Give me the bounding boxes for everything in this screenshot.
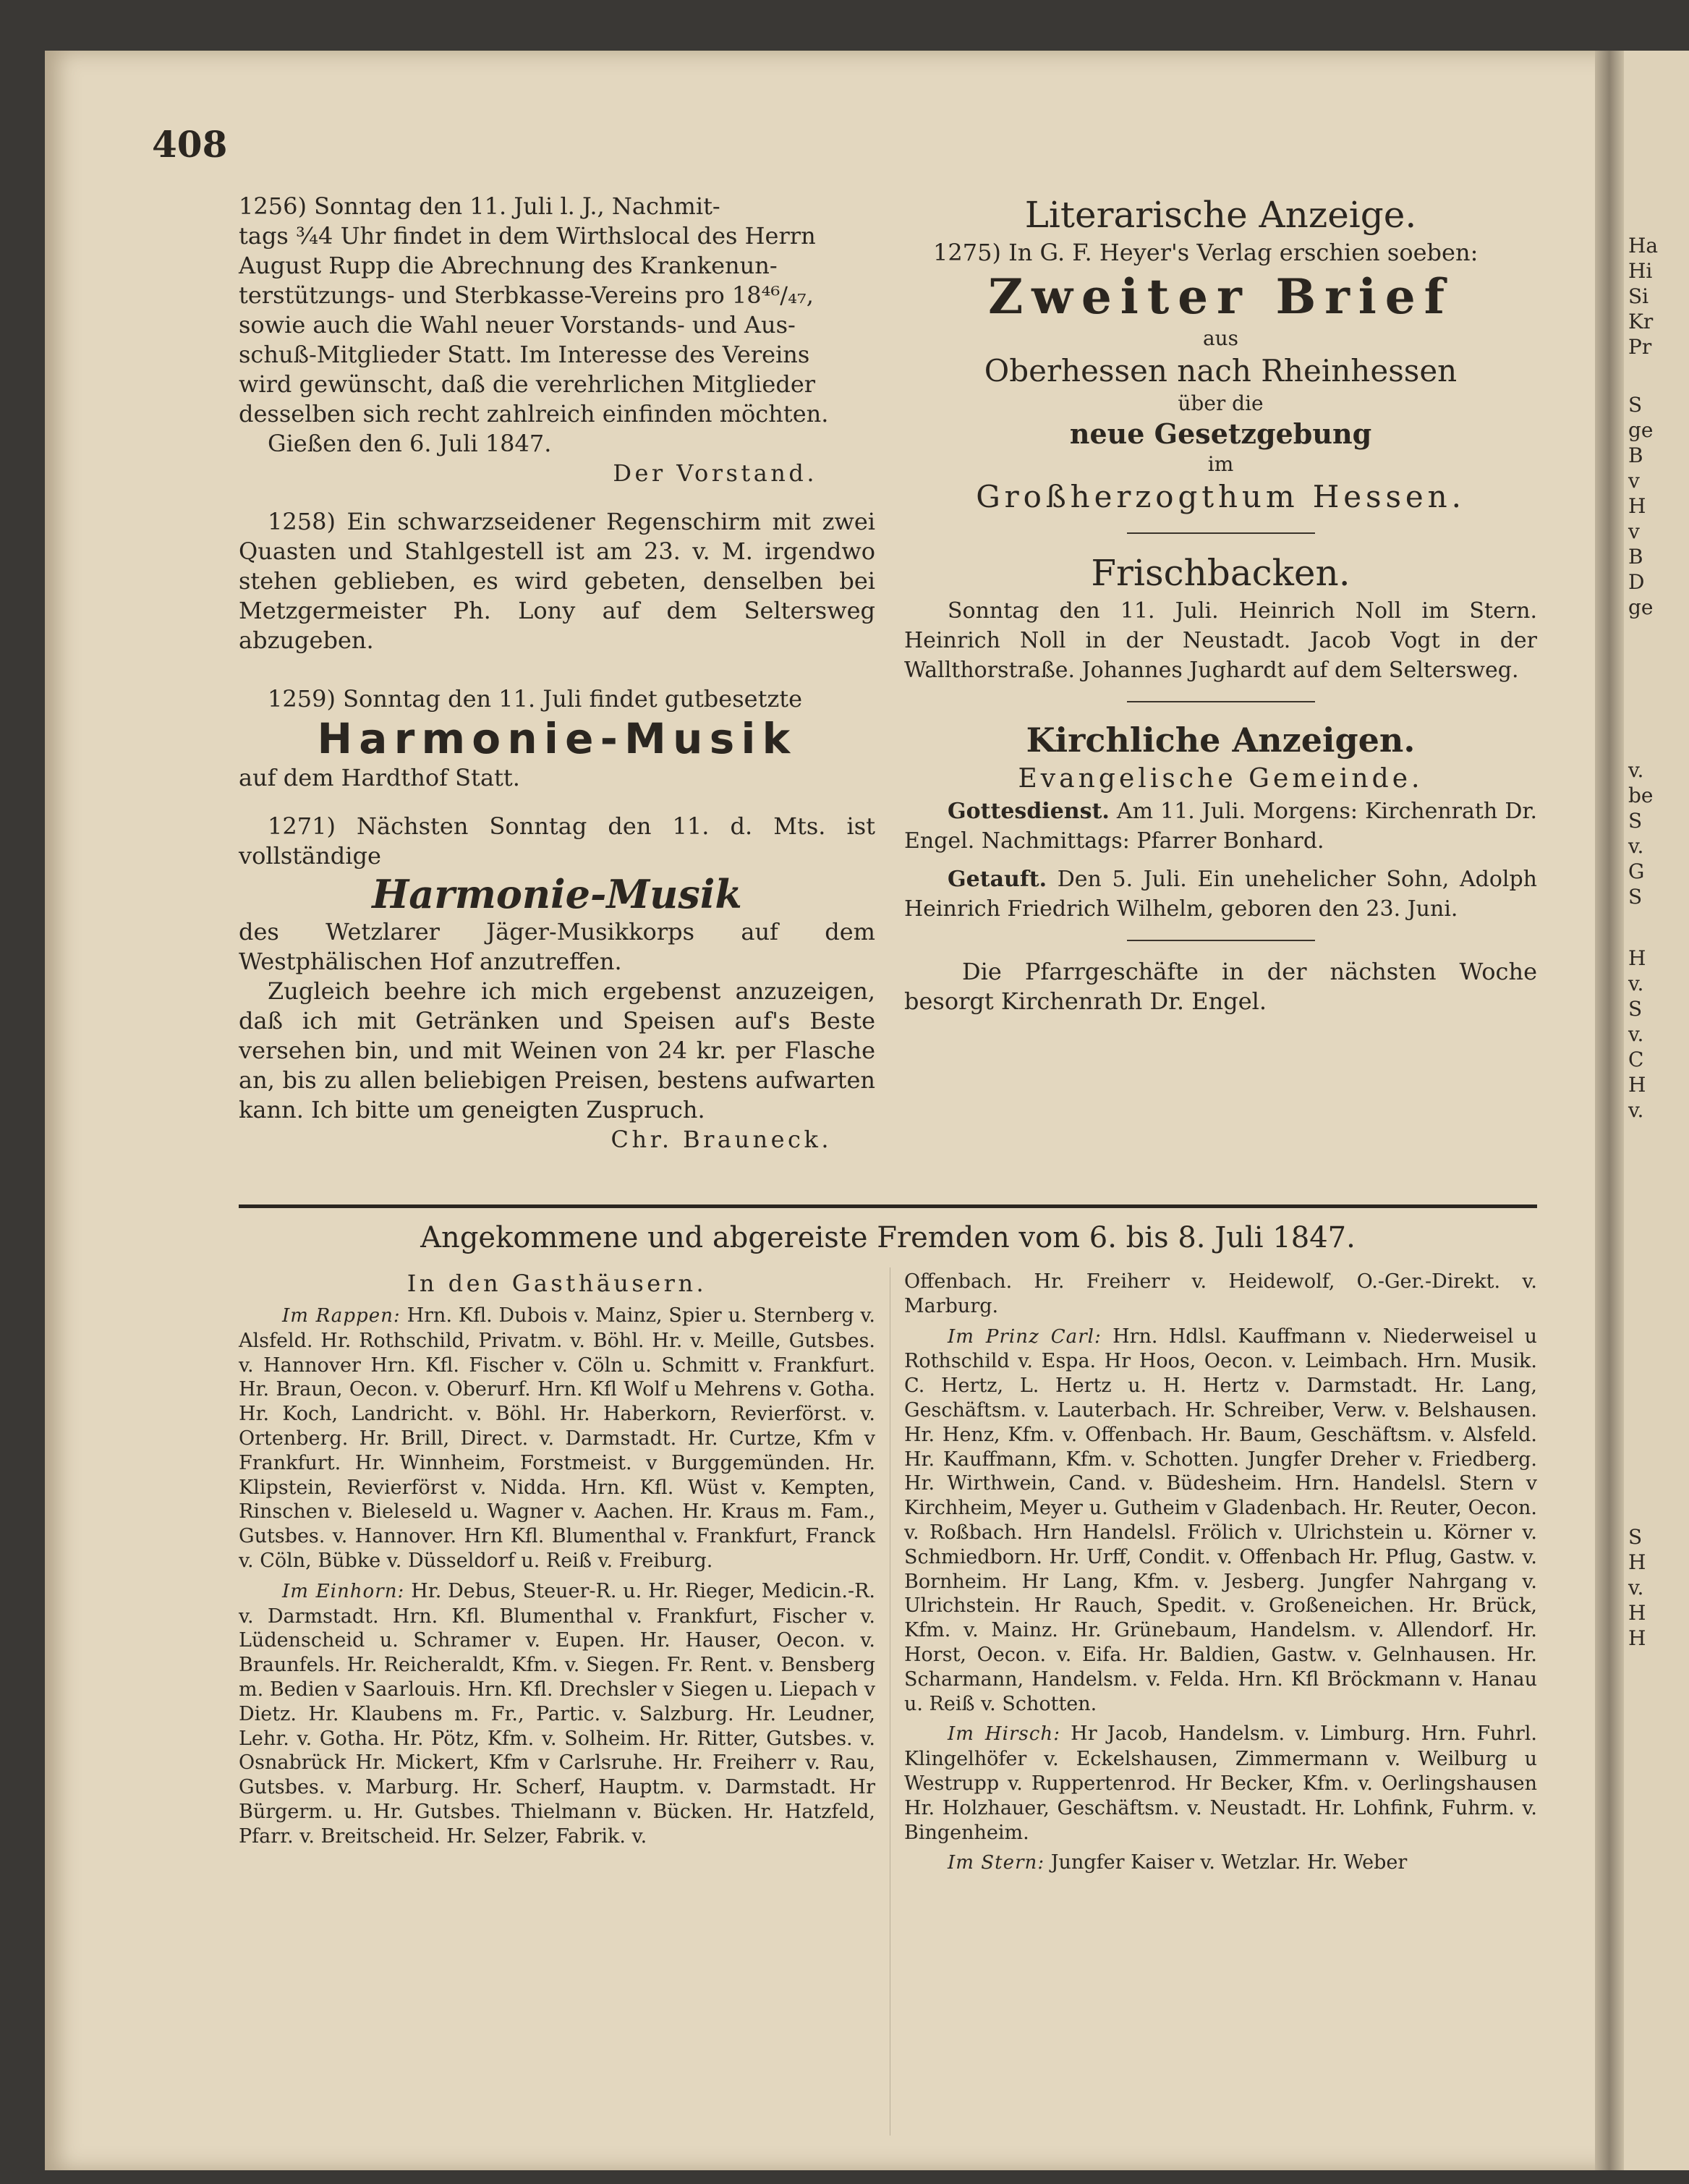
fragment: v.	[1628, 1098, 1644, 1122]
left-column	[239, 192, 875, 1155]
travellers-subheading: In den Gasthäusern.	[407, 1270, 707, 1297]
book-gutter	[1595, 51, 1624, 2170]
notice-1259-intro: 1259) Sonntag den 11. Juli findet gutbesetzte	[268, 685, 803, 713]
book-title-subject: neue Gesetzgebung	[1069, 417, 1372, 450]
church-subheading: Evangelische Gemeinde.	[1018, 764, 1424, 794]
inn-entry	[904, 1325, 1537, 1717]
book-title-word: über die	[1178, 391, 1264, 415]
page-number: 408	[152, 123, 228, 166]
adjacent-page-edge	[1624, 51, 1689, 2170]
inn-guests: Offenbach. Hr. Freiherr v. Heidewolf, O.-Ger.-Direkt. v. Marburg.	[904, 1270, 1537, 1317]
baptised-label: Getauft.	[948, 867, 1047, 892]
fragment: H	[1628, 1601, 1646, 1625]
inn-guests: Hr Jacob, Handelsm. v. Limburg. Hrn. Fuhrl. Klingelhöfer v. Eckelshausen, Zimmermann v. Weilburg u Westrupp v. Ruppertenrod. Hr Becker, Kfm. v. Oerlingshausen Hr. Holzhauer, Geschäftsm. v. Neustadt. Hr. Lohfink, Fuhrm. v. Bingenheim.	[904, 1722, 1538, 1844]
notice-1259-outro: auf dem Hardthof Statt.	[239, 764, 520, 791]
travellers-right-column	[904, 1270, 1537, 1882]
baking-heading: Frischbacken.	[1091, 552, 1350, 594]
harmonie-musik-italic-title: Harmonie-Musik	[372, 871, 742, 917]
inn-name: Im Prinz Carl:	[948, 1325, 1102, 1348]
fragment: Hi	[1628, 259, 1653, 283]
literary-intro: 1275) In G. F. Heyer's Verlag erschien soeben:	[933, 239, 1479, 266]
baptised-text: Den 5. Juli. Ein unehelicher Sohn, Adolph Heinrich Friedrich Wilhelm, geboren den 23. Juni.	[904, 867, 1538, 922]
fragment: G	[1628, 859, 1645, 883]
fragment: H	[1628, 494, 1646, 518]
notice-line: terstützungs- und Sterbkasse-Vereins pro 18⁴⁶/₄₇,	[239, 281, 814, 309]
inn-guests: Hrn. Hdlsl. Kauffmann v. Niederweisel u Rothschild v. Espa. Hr Hoos, Oecon. v. Leimbach. Hrn. Musik. C. Hertz, L. Hertz u. H. Hertz v. Darmstadt. Hr. Lang, Geschäftsm. v. Lauterbach. Hr. Schreiber, Verw. v. Belshausen. Hr. Henz, Kfm. v. Offenbach. Hr. Baum, Geschäftsm. v. Alsfeld. Hr. Kauffmann, Kfm. v. Schotten. Jungfer Dreher v. Friedberg. Hr. Wirthwein, Cand. v. Büdesheim. Hrn. Handelsl. Stern v Kirchheim, Meyer u. Gutheim v Gladenbach. Hr. Reuter, Oecon. v. Roßbach. Hrn Handelsl. Frölich v. Ulrichstein u. Körner v. Schmiedborn. Hr. Urff, Condit. v. Offenbach Hr. Pflug, Gastw. v. Bornheim. Hr Lang, Kfm. v. Jesberg. Jungfer Nahrgang v. Ulrichstein. Hr Rauch, Spedit. v. Großeneichen. Hr. Brück, Kfm. v. Mainz. Hr. Grünebaum, Handelsm. v. Allendorf. Hr. Horst, Oecon. v. Eifa. Hr. Baldien, Gastw. v. Gelnhausen. Hr. Scharmann, Handelsm. v. Felda. Hrn. Kfl Bröckmann v. Hanau u. Reiß v. Schotten.	[904, 1325, 1537, 1715]
literary-heading: Literarische Anzeige.	[1024, 194, 1417, 236]
fragment: B	[1628, 443, 1643, 467]
notice-1271-intro: 1271) Nächsten Sonntag den 11. d. Mts. ist vollständige	[239, 812, 875, 870]
fragment: S	[1628, 997, 1643, 1021]
book-title-main: Zweiter Brief	[988, 268, 1453, 325]
fragment: v	[1628, 519, 1640, 543]
fragment: v.	[1628, 1576, 1644, 1599]
fragment: v.	[1628, 834, 1644, 858]
inn-name: Im Stern:	[948, 1852, 1045, 1874]
fragment: Si	[1628, 284, 1649, 308]
notice-line: sowie auch die Wahl neuer Vorstands- und Aus-	[239, 311, 796, 339]
notice-1271-text2: Zugleich beehre ich mich ergebenst anzuzeigen, daß ich mit Getränken und Speisen auf's Beste versehen bin, und mit Weinen von 24 kr. per Flasche an, bis zu allen beliebigen Preisen, bestens aufwarten kann. Ich bitte um geneigten Zuspruch.	[239, 977, 875, 1123]
inn-entry	[904, 1851, 1537, 1876]
fragment: Pr	[1628, 335, 1652, 359]
fragment: be	[1628, 783, 1654, 807]
notice-1271-signature: Chr. Brauneck.	[610, 1126, 832, 1153]
travellers-heading: Angekommene und abgereiste Fremden vom 6. bis 8. Juli 1847.	[420, 1221, 1356, 1254]
fragment: v.	[1628, 972, 1644, 995]
fragment: v	[1628, 469, 1640, 493]
fragment: ge	[1628, 418, 1654, 442]
fragment: B	[1628, 545, 1643, 569]
right-column	[904, 192, 1537, 1016]
inn-guests: Jungfer Kaiser v. Wetzlar. Hr. Weber	[1050, 1851, 1408, 1874]
fragment: H	[1628, 1073, 1646, 1097]
divider	[1127, 532, 1315, 534]
inn-entry	[904, 1270, 1537, 1319]
fragment: C	[1628, 1048, 1644, 1071]
fragment: v.	[1628, 1022, 1644, 1046]
inn-entry	[239, 1579, 875, 1849]
service-text: Am 11. Juli. Morgens: Kirchenrath Dr. Engel. Nachmittags: Pfarrer Bonhard.	[904, 799, 1537, 854]
book-title-region: Großherzogthum Hessen.	[976, 479, 1465, 514]
service-label: Gottesdienst.	[948, 799, 1110, 824]
harmonie-musik-title: Harmonie-Musik	[317, 714, 797, 763]
notice-line: 1256) Sonntag den 11. Juli l. J., Nachmit-	[239, 192, 720, 220]
inn-entry	[239, 1304, 875, 1573]
notice-line: wird gewünscht, daß die verehrlichen Mitglieder	[239, 370, 816, 398]
notice-1258: 1258) Ein schwarzseidener Regenschirm mit zwei Quasten und Stahlgestell ist am 23. v. M. irgendwo stehen geblieben, es wird gebeten, denselben bei Metzgermeister Ph. Lony auf dem Seltersweg abzugeben.	[239, 508, 875, 654]
fragment: S	[1628, 1525, 1643, 1549]
notice-place-date: Gießen den 6. Juli 1847.	[268, 430, 552, 457]
fragment: S	[1628, 393, 1643, 417]
fragment: H	[1628, 1550, 1646, 1574]
fragment: S	[1628, 809, 1643, 833]
book-title-word: im	[1207, 452, 1234, 476]
notice-line: tags ¾4 Uhr findet in dem Wirthslocal des Herrn	[239, 222, 816, 250]
fragment: Kr	[1628, 310, 1654, 333]
baking-text: Sonntag den 11. Juli. Heinrich Noll im Stern. Heinrich Noll in der Neustadt. Jacob Vogt in der Wallthorstraße. Johannes Jughardt auf dem Seltersweg.	[904, 598, 1537, 683]
notice-line: August Rupp die Abrechnung des Krankenun-	[239, 252, 778, 279]
fragment: Ha	[1628, 234, 1659, 258]
fragment: D	[1628, 570, 1645, 594]
notice-signature: Der Vorstand.	[613, 459, 817, 487]
notice-line: desselben sich recht zahlreich einfinden möchten.	[239, 400, 829, 428]
travellers-left-column	[239, 1267, 875, 1855]
notice-1271-text: des Wetzlarer Jäger-Musikkorps auf dem Westphälischen Hof anzutreffen.	[239, 918, 875, 975]
fragment: H	[1628, 946, 1646, 970]
church-heading: Kirchliche Anzeigen.	[1026, 721, 1416, 760]
inn-guests: Hrn. Kfl. Dubois v. Mainz, Spier u. Sternberg v. Alsfeld. Hr. Rothschild, Privatm. v. Böhl. Hr. v. Meille, Gutsbes. v. Hannover Hrn. Kfl. Fischer v. Cöln u. Schmitt v. Frankfurt. Hr. Braun, Oecon. v. Oberurf. Hrn. Kfl Wolf u Mehrens v. Gotha. Hr. Koch, Landricht. v. Böhl. Hr. Haberkorn, Revierförst. v. Ortenberg. Hr. Brill, Direct. v. Darmstadt. Hr. Curtze, Kfm v Frankfurt. Hr. Winnheim, Forstmeist. v Burggemünden. Hr. Klipstein, Revierförst v. Nidda. Hrn. Kfl. Wüst v. Kempten, Rinschen v. Bieleseld u. Wagner v. Aachen. Hr. Kraus m. Fam., Gutsbes. v. Hannover. Hrn Kfl. Blumenthal v. Frankfurt, Franck v. Cöln, Bübke v. Düsseldorf u. Reiß v. Freiburg.	[239, 1304, 875, 1572]
inn-name: Im Einhorn:	[282, 1580, 405, 1602]
fragment: v.	[1628, 758, 1644, 782]
inn-entry	[904, 1722, 1537, 1845]
divider	[1127, 940, 1315, 941]
notice-1256	[239, 192, 875, 488]
inn-name: Im Hirsch:	[948, 1723, 1060, 1746]
church-note: Die Pfarrgeschäfte in der nächsten Woche besorgt Kirchenrath Dr. Engel.	[904, 958, 1537, 1015]
inn-guests: Hr. Debus, Steuer-R. u. Hr. Rieger, Medicin.-R. v. Darmstadt. Hrn. Kfl. Blumenthal v. Frankfurt, Fischer v. Lüdenscheid u. Schramer v. Eupen. Hr. Hauser, Oecon. v. Braunfels. Hr. Reicheraldt, Kfm. v. Siegen. Fr. Rent. v. Bensberg m. Bedien v Saarlouis. Hrn. Kfl. Drechsler v Siegen u. Liepach v Dietz. Hr. Klaubens m. Fr., Partic. v. Salzburg. Hr. Leudner, Lehr. v. Gotha. Hr. Pötz, Kfm. v. Solheim. Hr. Ritter, Gutsbes. v. Osnabrück Hr. Mickert, Kfm v Carlsruhe. Hr. Freiherr v. Rau, Gutsbes. v. Marburg. Hr. Scherf, Hauptm. v. Darmstadt. Hr Bürgerm. u. Hr. Gutsbes. Thielmann v. Bücken. Hr. Hatzfeld, Pfarr. v. Breitscheid. Hr. Selzer, Fabrik. v.	[239, 1579, 875, 1848]
fragment: H	[1628, 1626, 1646, 1650]
book-title-word: aus	[1202, 326, 1239, 350]
divider	[1127, 701, 1315, 702]
inn-name: Im Rappen:	[282, 1305, 401, 1327]
notice-line: schuß-Mitglieder Statt. Im Interesse des Vereins	[239, 341, 810, 368]
section-rule	[239, 1204, 1537, 1208]
book-title-route: Oberhessen nach Rheinhessen	[984, 353, 1458, 388]
fragment: ge	[1628, 595, 1654, 619]
fragment: S	[1628, 885, 1643, 909]
